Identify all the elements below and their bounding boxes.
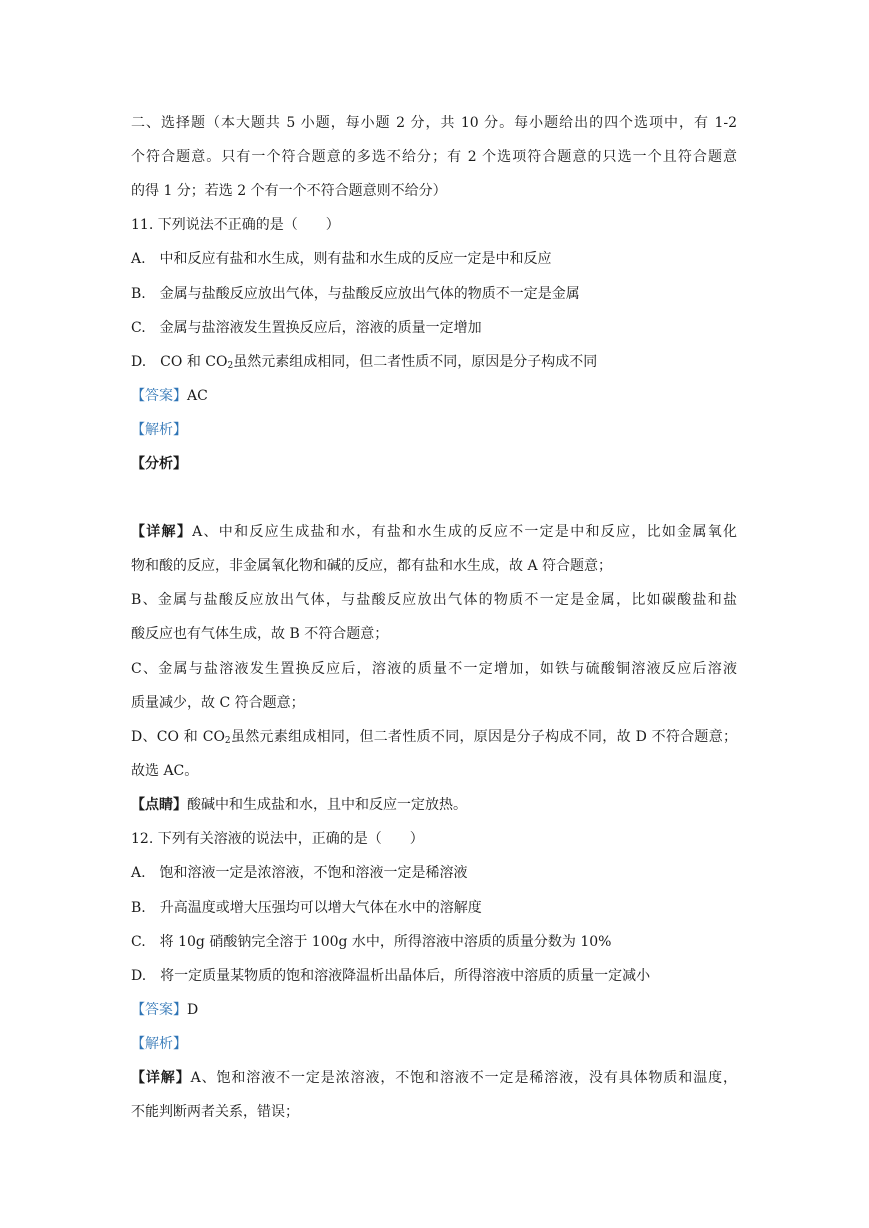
question-12-analysis-tag: 【解析】 — [131, 1036, 187, 1052]
question-11-option-b: B. 金属与盐酸反应放出气体，与盐酸反应放出气体的物质不一定是金属 — [131, 286, 580, 302]
option-d-subscript: 2 — [227, 361, 234, 371]
question-12-option-a: A. 饱和溶液一定是浓溶液，不饱和溶液一定是稀溶液 — [131, 865, 468, 881]
question-12-option-c: C. 将 10g 硝酸钠完全溶于 100g 水中，所得溶液中溶质的质量分数为 10% — [131, 934, 612, 950]
detail-tag: 【详解】 — [131, 1070, 191, 1086]
section-heading-line-1: 二、选择题（本大题共 5 小题，每小题 2 分，共 10 分。每小题给出的四个选项中，有 1-2 — [131, 115, 737, 131]
option-d-text-post: 虽然元素组成相同，但二者性质不同，原因是分子构成不同 — [233, 354, 598, 370]
question-12-option-d: D. 将一定质量某物质的饱和溶液降温析出晶体后，所得溶液中溶质的质量一定减小 — [131, 968, 651, 984]
question-12-detail-a-line-1 — [131, 1068, 737, 1088]
detail-d-pre: D、CO 和 CO — [131, 729, 225, 745]
question-11-option-c: C. 金属与盐溶液发生置换反应后，溶液的质量一定增加 — [131, 320, 482, 336]
question-11-detail-c-line-1: C、金属与盐溶液发生置换反应后，溶液的质量不一定增加，如铁与硫酸铜溶液反应后溶液 — [131, 661, 737, 677]
question-11-conclusion: 故选 AC。 — [131, 763, 199, 779]
detail-tag: 【详解】 — [131, 524, 193, 540]
detail-d-post: 虽然元素组成相同，但二者性质不同，原因是分子构成不同，故 D 不符合题意； — [230, 729, 737, 745]
question-11-detail-d — [131, 727, 737, 747]
question-11-answer — [131, 386, 208, 406]
section-heading-line-2: 个符合题意。只有一个符合题意的多选不给分；有 2 个选项符合题意的只选一个且符合题意 — [131, 149, 737, 165]
question-11-fenxi-tag: 【分析】 — [131, 456, 187, 472]
question-11-detail-a-line-2: 物和酸的反应，非金属氧化物和碱的反应，都有盐和水生成，故 A 符合题意； — [131, 558, 613, 574]
question-11-option-d — [131, 352, 597, 372]
question-11-detail-b-line-1: B、金属与盐酸反应放出气体，与盐酸反应放出气体的物质不一定是金属，比如碳酸盐和盐 — [131, 592, 737, 608]
detail-text: A、饱和溶液不一定是浓溶液，不饱和溶液不一定是稀溶液，没有具体物质和温度， — [190, 1070, 738, 1086]
question-11-stem: 11. 下列说法不正确的是（ ） — [131, 217, 340, 233]
section-heading-line-3: 的得 1 分；若选 2 个有一个不符合题意则不给分） — [131, 183, 447, 199]
question-11-detail-b-line-2: 酸反应也有气体生成，故 B 不符合题意； — [131, 626, 389, 642]
question-11-detail-c-line-2: 质量减少，故 C 符合题意； — [131, 695, 305, 711]
answer-tag: 【答案】 — [131, 1002, 187, 1018]
tip-text: 酸碱中和生成盐和水，且中和反应一定放热。 — [187, 797, 467, 813]
question-12-detail-a-line-2: 不能判断两者关系，错误； — [131, 1104, 299, 1120]
tip-tag: 【点睛】 — [131, 797, 187, 813]
option-d-text-pre: D. CO 和 CO — [131, 354, 228, 370]
question-11-option-a: A. 中和反应有盐和水生成，则有盐和水生成的反应一定是中和反应 — [131, 251, 552, 267]
detail-d-subscript: 2 — [224, 736, 231, 746]
question-11-detail-a-line-1 — [131, 522, 737, 542]
question-12-stem: 12. 下列有关溶液的说法中，正确的是（ ） — [131, 831, 424, 847]
question-11-analysis-tag: 【解析】 — [131, 422, 187, 438]
question-12-option-b: B. 升高温度或增大压强均可以增大气体在水中的溶解度 — [131, 900, 482, 916]
question-12-answer — [131, 1000, 198, 1020]
answer-value: D — [187, 1002, 199, 1018]
question-11-tip — [131, 795, 467, 815]
answer-tag: 【答案】 — [131, 388, 187, 404]
answer-value: AC — [187, 388, 208, 404]
detail-text: A、中和反应生成盐和水，有盐和水生成的反应不一定是中和反应，比如金属氧化 — [192, 524, 738, 540]
